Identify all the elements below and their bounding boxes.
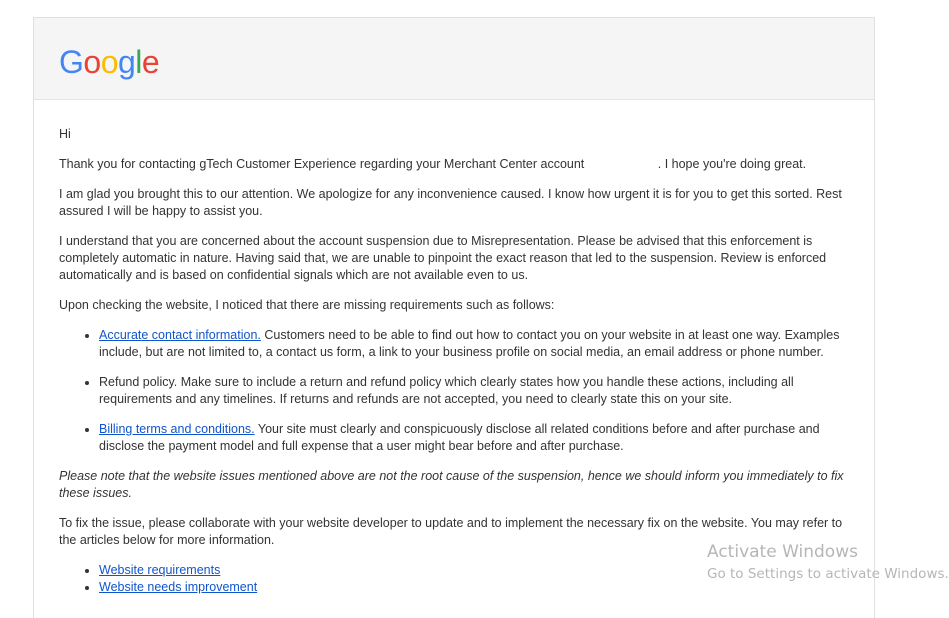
activate-windows-watermark (707, 541, 949, 584)
checking-paragraph: Upon checking the website, I noticed that there are missing requirements such as follows: (59, 298, 555, 312)
logo-letter: l (135, 44, 142, 80)
website-requirements-link[interactable]: Website requirements (99, 563, 221, 577)
billing-terms-link[interactable]: Billing terms and conditions. (99, 422, 255, 436)
intro-text: Thank you for contacting gTech Customer Experience regarding your Merchant Center account (59, 157, 585, 171)
logo-letter: o (83, 44, 101, 80)
google-logo (59, 42, 159, 82)
requirement-text: Refund policy. Make sure to include a return and refund policy which clearly states how you handle these actions, including all requirements and any timelines. If returns and refunds are not accepted, you need to clearly state this on your site. (99, 375, 794, 406)
note-paragraph: Please note that the website issues mentioned above are not the root cause of the suspension, hence we should inform you immediately to fix these issues. (59, 469, 844, 500)
watermark-subtitle: Go to Settings to activate Windows. (707, 566, 949, 582)
fix-paragraph: To fix the issue, please collaborate with your website developer to update and to implement the necessary fix on the website. You may refer to the articles below for more information. (59, 516, 843, 547)
contact-info-link[interactable]: Accurate contact information. (99, 328, 261, 342)
list-item (99, 327, 849, 361)
requirements-list (59, 327, 849, 455)
website-needs-improvement-link[interactable]: Website needs improvement (99, 580, 258, 594)
intro-text-end: . I hope you're doing great. (657, 157, 807, 171)
email-card (33, 17, 875, 618)
list-item (99, 421, 849, 455)
email-header (34, 18, 874, 100)
logo-letter: g (117, 44, 136, 80)
watermark-title: Activate Windows (707, 542, 858, 562)
suspension-paragraph: I understand that you are concerned about the account suspension due to Misrepresentation. Please be advised that this enforcement is completely automatic in nature. Having said that, we are unable to pinpoint the exact reason that led to the suspension. Review is enforced automatically and is based on confidential signals which are not available even to us. (59, 234, 827, 282)
logo-letter: e (141, 44, 160, 80)
greeting: Hi (59, 127, 71, 141)
logo-letter: G (59, 44, 84, 80)
logo-letter: o (100, 44, 118, 80)
list-item (99, 374, 849, 408)
requirement-text: Your site must clearly and conspicuously disclose all related conditions before and after purchase and disclose the payment model and full expense that a user might bear before and after purchase. (99, 422, 820, 453)
intro-paragraph (59, 156, 849, 173)
email-body (34, 100, 874, 596)
requirement-text: Customers need to be able to find out how to contact you on your website in at least one way. Examples include, but are not limited to, a contact us form, a link to your business profile on social media, an email address or phone number. (99, 328, 840, 359)
apology-paragraph: I am glad you brought this to our attention. We apologize for any inconvenience caused. I know how urgent it is for you to get this sorted. Rest assured I will be happy to assist you. (59, 187, 842, 218)
